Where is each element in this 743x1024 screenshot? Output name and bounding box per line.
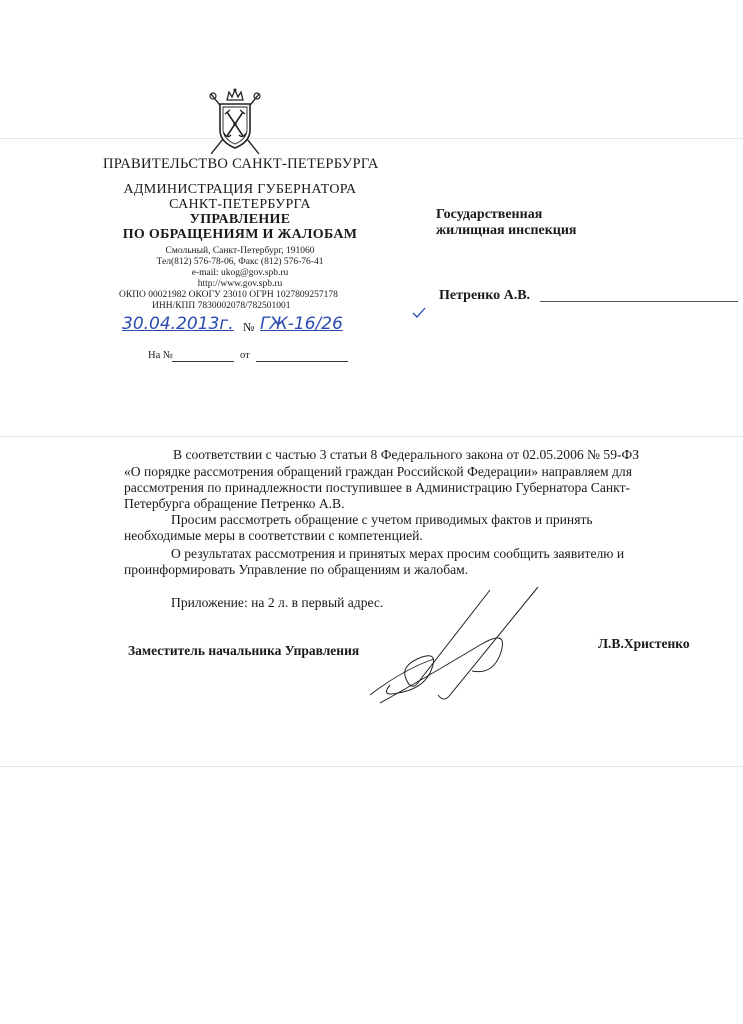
body-line-7: О результатах рассмотрения и принятых мерах просим сообщить заявителю и [171,546,625,561]
website-text: http://www.gov.spb.ru [197,279,283,289]
email-text: e-mail: ukog@gov.spb.ru [191,268,289,278]
attachment-note: Приложение: на 2 л. в первый адрес. [171,595,384,610]
address-text: Смольный, Санкт-Петербург, 191060 [165,246,315,256]
department-heading-1: УПРАВЛЕНИЕ [189,212,291,227]
department-heading-2: ПО ОБРАЩЕНИЯМ И ЖАЛОБАМ [122,227,358,242]
body-line-4: Петербурга обращение Петренко А.В. [124,496,345,511]
administration-heading-2: САНКТ-ПЕТЕРБУРГА [169,197,311,212]
codes-text: ОКПО 00021982 ОКОГУ 23010 ОГРН 1027809257178 [119,290,338,300]
inn-text: ИНН/КПП 7830002078/782501001 [152,301,291,311]
reference-number-line [172,361,234,362]
registration-number: ГЖ-16/26 [260,314,343,334]
registration-date: 30.04.2013г. [122,314,234,334]
signatory-position: Заместитель начальника Управления [128,643,360,658]
body-line-6: необходимые меры в соответствии с компетенцией. [124,528,423,543]
body-line-2: «О порядке рассмотрения обращений граждан Российской Федерации» направляем для [124,464,632,479]
administration-heading-1: АДМИНИСТРАЦИЯ ГУБЕРНАТОРА [123,182,357,197]
handwritten-signature [360,585,550,710]
signatory-name: Л.В.Христенко [598,636,690,651]
fold-line [0,766,743,767]
reference-from-label: от [240,350,250,361]
government-heading: ПРАВИТЕЛЬСТВО САНКТ-ПЕТЕРБУРГА [103,156,379,172]
fold-line [0,436,743,437]
body-line-5: Просим рассмотреть обращение с учетом приводимых фактов и принять [171,512,593,527]
coat-of-arms-emblem [207,88,263,158]
phones-text: Тел(812) 576-78-06, Факс (812) 576-76-41 [156,257,324,267]
recipient-person: Петренко А.В. [439,288,531,303]
body-line-1: В соответствии с частью 3 статьи 8 Федерального закона от 02.05.2006 № 59-ФЗ [173,447,640,462]
checkmark-icon [412,307,426,319]
reference-number-label: На № [148,350,173,361]
fold-line [0,138,743,139]
recipient-org-line-2: жилищная инспекция [436,223,577,238]
body-line-3: рассмотрения по принадлежности поступившее в Администрацию Губернатора Санкт- [124,480,631,495]
recipient-org-line-1: Государственная [436,207,543,222]
recipient-underline [540,301,738,302]
registration-number-label: № [243,320,255,334]
reference-date-line [256,361,348,362]
body-line-8: проинформировать Управление по обращениям и жалобам. [124,562,469,577]
